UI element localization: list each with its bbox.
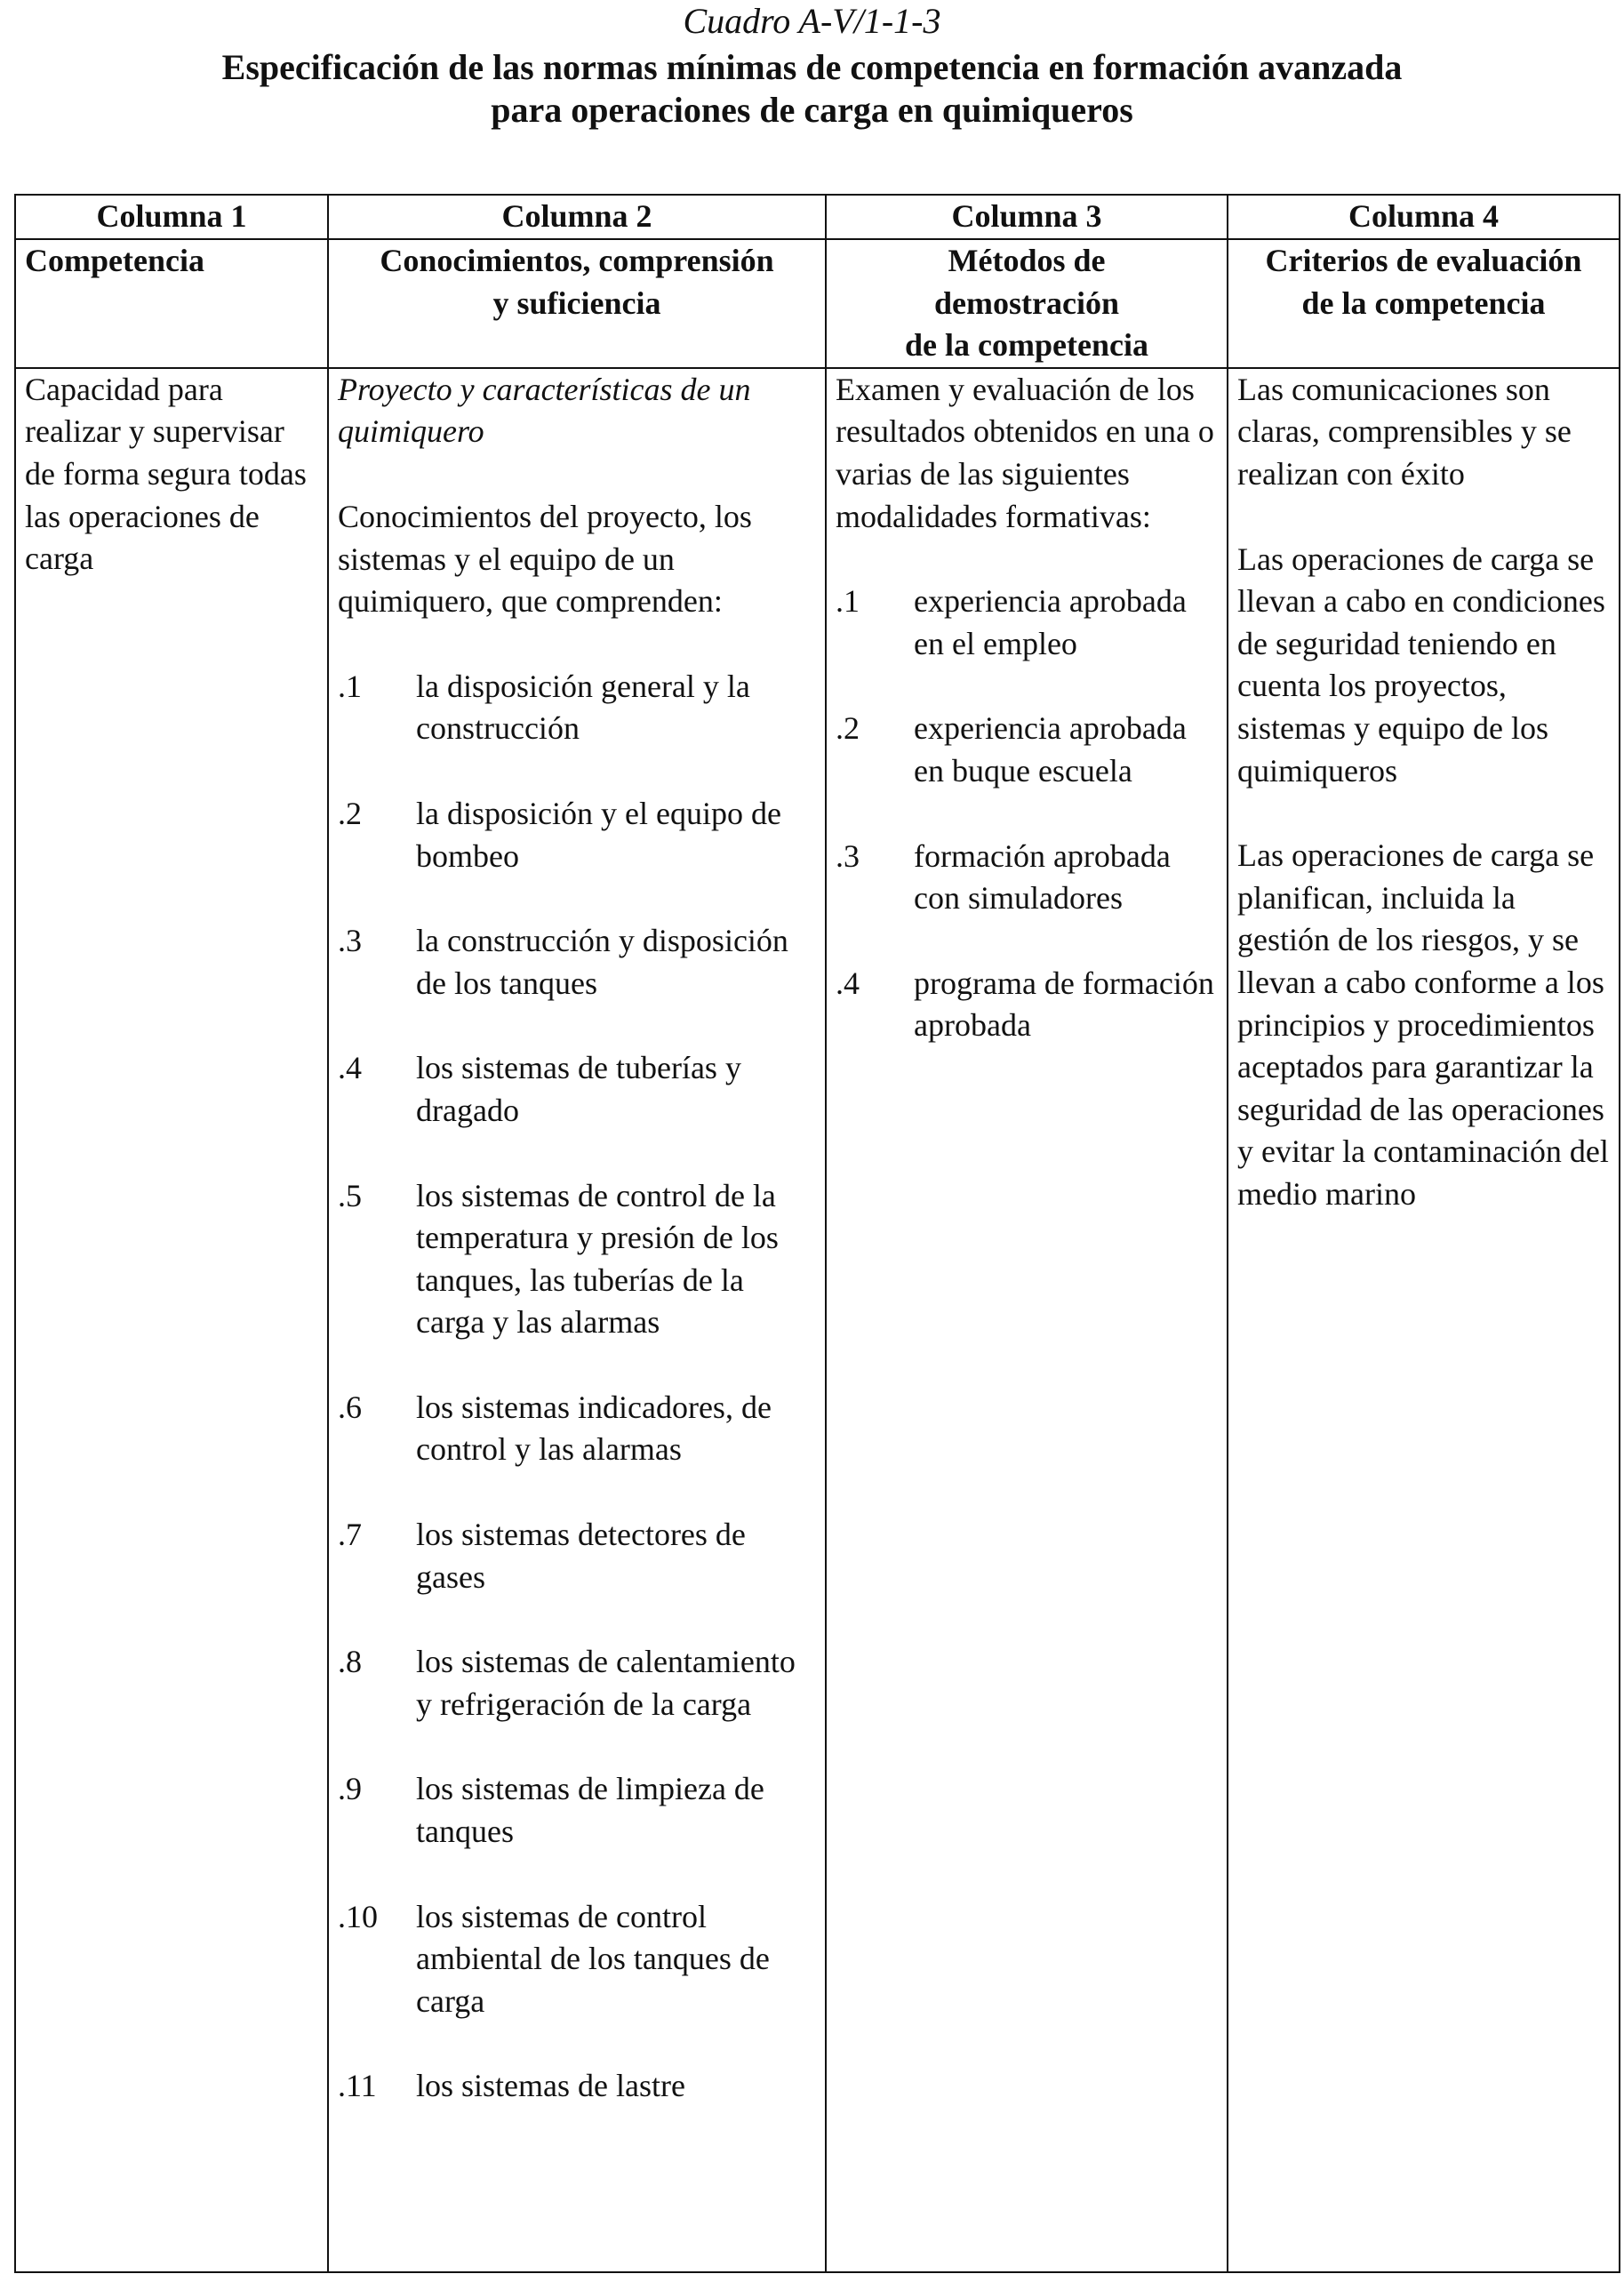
column-2-heading-line-2: y suficiencia bbox=[492, 284, 661, 321]
knowledge-item bbox=[338, 920, 816, 1005]
knowledge-item-text: los sistemas de control de la temperatura y presión de los tanques, las tuberías de la carga y las alarmas bbox=[416, 1177, 779, 1341]
method-item-text: experiencia aprobada en buque escuela bbox=[914, 710, 1187, 789]
criteria-paragraph: Las comunicaciones son claras, comprensibles y se realizan con éxito bbox=[1237, 371, 1572, 492]
knowledge-item-number: .3 bbox=[338, 923, 362, 959]
knowledge-item-number: .8 bbox=[338, 1644, 362, 1680]
knowledge-item-number: .6 bbox=[338, 1389, 362, 1425]
method-item-number: .1 bbox=[836, 583, 860, 620]
knowledge-item-text: los sistemas de control ambiental de los tanques de carga bbox=[416, 1898, 770, 2019]
criteria-paragraph: Las operaciones de carga se llevan a cabo en condiciones de seguridad teniendo en cuenta los proyectos, sistemas y equipo de los quimiqueros bbox=[1237, 540, 1605, 789]
knowledge-item-text: los sistemas de lastre bbox=[416, 2068, 685, 2104]
knowledge-item bbox=[338, 1641, 816, 1726]
knowledge-item-text: los sistemas detectores de gases bbox=[416, 1517, 746, 1595]
knowledge-item bbox=[338, 1768, 816, 1853]
method-item bbox=[836, 581, 1218, 665]
methods-list bbox=[836, 581, 1218, 1047]
column-2-heading-line-1: Conocimientos, comprensión bbox=[380, 243, 774, 278]
knowledge-item bbox=[338, 666, 816, 750]
column-1-heading-text: Competencia bbox=[25, 243, 204, 278]
knowledge-item-text: los sistemas de limpieza de tanques bbox=[416, 1771, 764, 1850]
knowledge-item-text: los sistemas de calentamiento y refrigeración de la carga bbox=[416, 1644, 796, 1722]
knowledge-item-number: .5 bbox=[338, 1177, 362, 1213]
knowledge-item-number: .10 bbox=[338, 1898, 378, 1934]
title-line-1: Especificación de las normas mínimas de competencia en formación avanzada bbox=[221, 47, 1403, 87]
knowledge-item-text: la disposición y el equipo de bombeo bbox=[416, 795, 781, 874]
column-number-row bbox=[15, 195, 1620, 239]
criteria-cell bbox=[1228, 368, 1620, 2272]
column-4-heading-line-2: de la competencia bbox=[1301, 284, 1546, 321]
competence-cell bbox=[15, 368, 328, 2272]
criteria-list bbox=[1237, 369, 1610, 1216]
column-4-heading-line-1: Criterios de evaluación bbox=[1265, 243, 1582, 278]
method-item bbox=[836, 963, 1218, 1047]
column-1-heading bbox=[15, 239, 328, 368]
method-item-text: experiencia aprobada en el empleo bbox=[914, 583, 1187, 661]
column-3-heading bbox=[826, 239, 1228, 368]
table-title bbox=[0, 46, 1624, 132]
column-2-heading bbox=[328, 239, 826, 368]
column-3-heading-line-1: Métodos de bbox=[948, 243, 1106, 278]
knowledge-subtitle: Proyecto y características de un quimiquero bbox=[338, 371, 751, 450]
competence-text: Capacidad para realizar y supervisar de forma segura todas las operaciones de carga bbox=[25, 371, 307, 577]
method-item-number: .2 bbox=[836, 710, 860, 747]
methods-intro: Examen y evaluación de los resultados obtenidos en una o varias de las siguientes modalidades formativas: bbox=[836, 371, 1214, 534]
column-3-heading-line-3: de la competencia bbox=[905, 327, 1148, 364]
knowledge-item bbox=[338, 793, 816, 877]
knowledge-item-number: .2 bbox=[338, 795, 362, 831]
knowledge-item-number: .9 bbox=[338, 1771, 362, 1807]
table-caption: Cuadro A-V/1-1-3 bbox=[683, 1, 941, 41]
title-line-2: para operaciones de carga en quimiqueros bbox=[491, 90, 1133, 130]
knowledge-item-number: .11 bbox=[338, 2068, 377, 2104]
column-4-heading bbox=[1228, 239, 1620, 368]
knowledge-intro: Conocimientos del proyecto, los sistemas y el equipo de un quimiquero, que comprenden: bbox=[338, 498, 752, 620]
method-item-text: programa de formación aprobada bbox=[914, 965, 1214, 1044]
knowledge-item-number: .4 bbox=[338, 1050, 362, 1086]
knowledge-item-text: los sistemas indicadores, de control y las alarmas bbox=[416, 1389, 772, 1468]
criteria-paragraph: Las operaciones de carga se planifican, incluida la gestión de los riesgos, y se llevan a cabo conforme a los principios y procedimientos aceptados para garantizar la seguridad de las operaciones y evitar la contaminación del medio marino bbox=[1237, 837, 1609, 1212]
methods-cell bbox=[826, 368, 1228, 2272]
knowledge-cell bbox=[328, 368, 826, 2272]
method-item bbox=[836, 836, 1218, 920]
column-1-number: Columna 1 bbox=[15, 195, 328, 239]
knowledge-item-number: .1 bbox=[338, 668, 362, 704]
column-2-number: Columna 2 bbox=[328, 195, 826, 239]
knowledge-item bbox=[338, 1514, 816, 1598]
knowledge-item-number: .7 bbox=[338, 1517, 362, 1553]
knowledge-item-text: los sistemas de tuberías y dragado bbox=[416, 1050, 741, 1128]
knowledge-list bbox=[338, 666, 816, 2108]
column-heading-row bbox=[15, 239, 1620, 368]
knowledge-item bbox=[338, 2065, 816, 2108]
column-3-number: Columna 3 bbox=[826, 195, 1228, 239]
method-item-text: formación aprobada con simuladores bbox=[914, 837, 1171, 917]
knowledge-item bbox=[338, 1047, 816, 1132]
knowledge-item bbox=[338, 1387, 816, 1471]
knowledge-item-text: la construcción y disposición de los tanques bbox=[416, 923, 788, 1001]
column-3-heading-line-2: demostración bbox=[934, 284, 1119, 321]
knowledge-item bbox=[338, 1175, 816, 1344]
method-item-number: .3 bbox=[836, 837, 860, 874]
method-item bbox=[836, 708, 1218, 792]
knowledge-item-text: la disposición general y la construcción bbox=[416, 668, 750, 747]
knowledge-item bbox=[338, 1896, 816, 2023]
column-4-number: Columna 4 bbox=[1228, 195, 1620, 239]
method-item-number: .4 bbox=[836, 965, 860, 1001]
competence-table bbox=[14, 194, 1620, 2273]
content-row bbox=[15, 368, 1620, 2272]
